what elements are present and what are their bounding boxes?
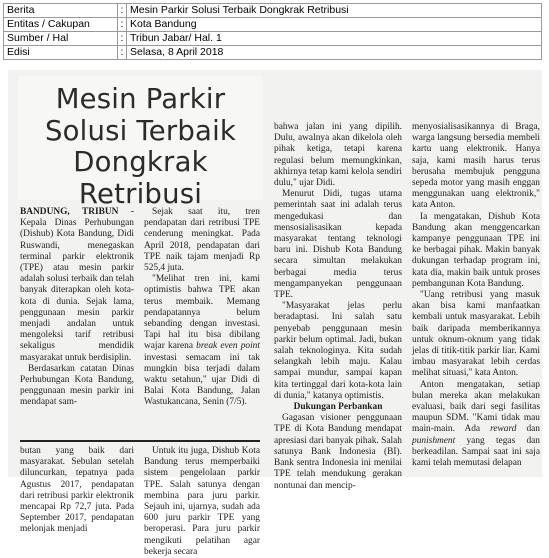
italic-term: break even point [196, 341, 260, 352]
dateline: BANDUNG, TRIBUN - [20, 207, 134, 217]
column-1-top [20, 207, 134, 433]
meta-value: Tribun Jabar/ Hal. 1 [127, 32, 542, 46]
headline-block [18, 76, 263, 210]
meta-row-berita [4, 4, 542, 18]
column-2-bottom [144, 446, 260, 557]
headline-line: Mesin Parkir [55, 83, 226, 115]
meta-separator: : [118, 4, 127, 18]
column-2-top [144, 207, 260, 433]
subheading: Dukungan Perbankan [293, 402, 383, 413]
paragraph: Ia mengatakan, Dishub Kota Bandung akan menggencarkan kampanye penggunaan TPE ini ke berbagai pihak. Makin banyak dukungan terhadap program ini, kata dia, makin baik untuk proses pembangunan Kota Bandung. [412, 211, 540, 289]
headline-line: Retribusi [78, 177, 203, 210]
paragraph: dan [526, 424, 540, 435]
metadata-table [3, 3, 542, 60]
paragraph: Sejak saat itu, tren pendapatan dari retribusi TPE cenderung meningkat. Pada April 2018, pendapatan dari TPE naik tajam menjadi Rp 525,4 juta. [144, 207, 260, 274]
paragraph: butan yang baik dari masyarakat. Sebulan setelah diluncurkan, tepatnya pada Agustus 2017, pendapatan dari retribusi parkir elektronik mencapai Rp 72,7 juta. Pada September 2017, pendapatan melonjak menjadi [20, 446, 134, 535]
headline-line: Solusi Terbaik [44, 114, 237, 147]
headline [18, 84, 263, 210]
paragraph: Anton mengatakan, setiap bulan mereka akan melakukan evaluasi, baik dari segi fasilitas maupun SDM. "Kami tidak mau main-main. Ada [412, 379, 540, 435]
paragraph: "Uang retribusi yang masuk akan bisa kami manfaatkan kembali untuk masyarakat. Lebih baik daripada memberikannya untuk oknum-oknum yang tidak jelas di titik-titik parkir liar. Kami imbau masyarakat lebih cerdas melihat situasi," kata Anton. [412, 290, 540, 379]
meta-row-edisi [4, 46, 542, 60]
paragraph: Berdasarkan catatan Dinas Perhubungan Kota Bandung, penggunaan mesin parkir ini mendapat sam- [20, 363, 134, 408]
meta-label: Berita [4, 4, 118, 18]
meta-separator: : [118, 32, 127, 46]
section-rule [20, 440, 260, 442]
meta-label: Edisi [4, 46, 118, 60]
meta-value: Kota Bandung [127, 18, 542, 32]
column-1-bottom [20, 446, 134, 535]
paragraph: menyosialisasikannya di Braga, warga langsung bersedia membeli kartu uang elektronik. Hanya saja, kami masih harus terus berusaha membujuk pengguna sepeda motor yang masih enggan menggunakan uang elektronik," kata Anton. [412, 122, 540, 211]
paragraph: Untuk itu juga, Dishub Kota Bandung terus memperbaiki sistem pengelolaan parkir TPE. Salah satunya dengan membina para juru parkir. Sejauh ini, ujarnya, sudah ada 600 juru parkir TPE yang beroperasi. Para juru parkir mengikuti pelatihan agar bekerja secara [144, 446, 260, 557]
paragraph: Kepala Dinas Perhubungan (Dishub) Kota Bandung, Didi Ruswandi, menegaskan terminal parkir elektronik (TPE) atau mesin parkir adalah solusi terbaik dan telah banyak diterapkan oleh kota-kota di dunia. Sejak lama, penggunaan mesin parkir menjadi andalan untuk mengoleksi tarif retribusi sekaligus mendidik masyarakat untuk berdisiplin. [20, 218, 134, 363]
paragraph: Menurut Didi, tugas utama pemerintah saat ini adalah terus mengedukasi dan mensosialisasikan kepada masyarakat tentang teknologi baru ini. Dishub Kota Bandung secara simultan melakukan berbagai media terus mengampanyekan penggunaan TPE. [274, 189, 402, 301]
paragraph: "Masyarakat jelas perlu beradaptasi. Ini salah satu penyebab penggunaan mesin parkir belum optimal. Jadi, bukan salah teknologinya. Kita sudah selangkah lebih maju. Kalau sampai mundur, sampai kapan kita tertinggal dari kota-kota lain di dunia," katanya optimistis. [274, 301, 402, 401]
paragraph: "Melihat tren ini, kami optimistis bahwa TPE akan terus membaik. Memang pendapatannya belum sebanding dengan investasi. Tapi hal itu bisa dibilang wajar karena [144, 274, 260, 352]
meta-separator: : [118, 46, 127, 60]
newspaper-clipping [8, 70, 542, 557]
headline-line: Dongkrak [73, 146, 208, 178]
column-3 [274, 122, 402, 491]
italic-term: reward [490, 424, 517, 435]
italic-term: punishment [412, 435, 456, 446]
meta-separator: : [118, 18, 127, 32]
paragraph: bahwa jalan ini yang dipilih. Dulu, awalnya akan dikelola oleh pihak ketiga, tetapi karena regulasi belum memungkinkan, akhirnya tetap kami kelola sendiri dulu," ujar Didi. [274, 122, 402, 189]
paragraph: yang tegas dan berkeadilan. Sampai saat ini saja kami telah memutasi delapan [412, 435, 540, 469]
meta-row-entitas [4, 18, 542, 32]
meta-value: Selasa, 8 April 2018 [127, 46, 542, 60]
meta-value: Mesin Parkir Solusi Terbaik Dongkrak Retribusi [127, 4, 542, 18]
paragraph: Gagasan visioner penggunaan TPE di Kota Bandung mendapat apresiasi dari banyak pihak. Salah satunya Bank Indonesia (BI). Bank sentra Indonesia ini menilai TPE telah mendukung gerakan nontunai dan mencip- [274, 413, 402, 491]
meta-label: Entitas / Cakupan [4, 18, 118, 32]
paragraph: investasi semacam ini tak mungkin bisa terjadi dalam waktu setahun," ujar Didi di Balai Kota Bandung, Jalan Wastukancana, Senin (7/5). [144, 352, 260, 408]
meta-row-sumber [4, 32, 542, 46]
meta-label: Sumber / Hal [4, 32, 118, 46]
column-4 [412, 122, 540, 477]
